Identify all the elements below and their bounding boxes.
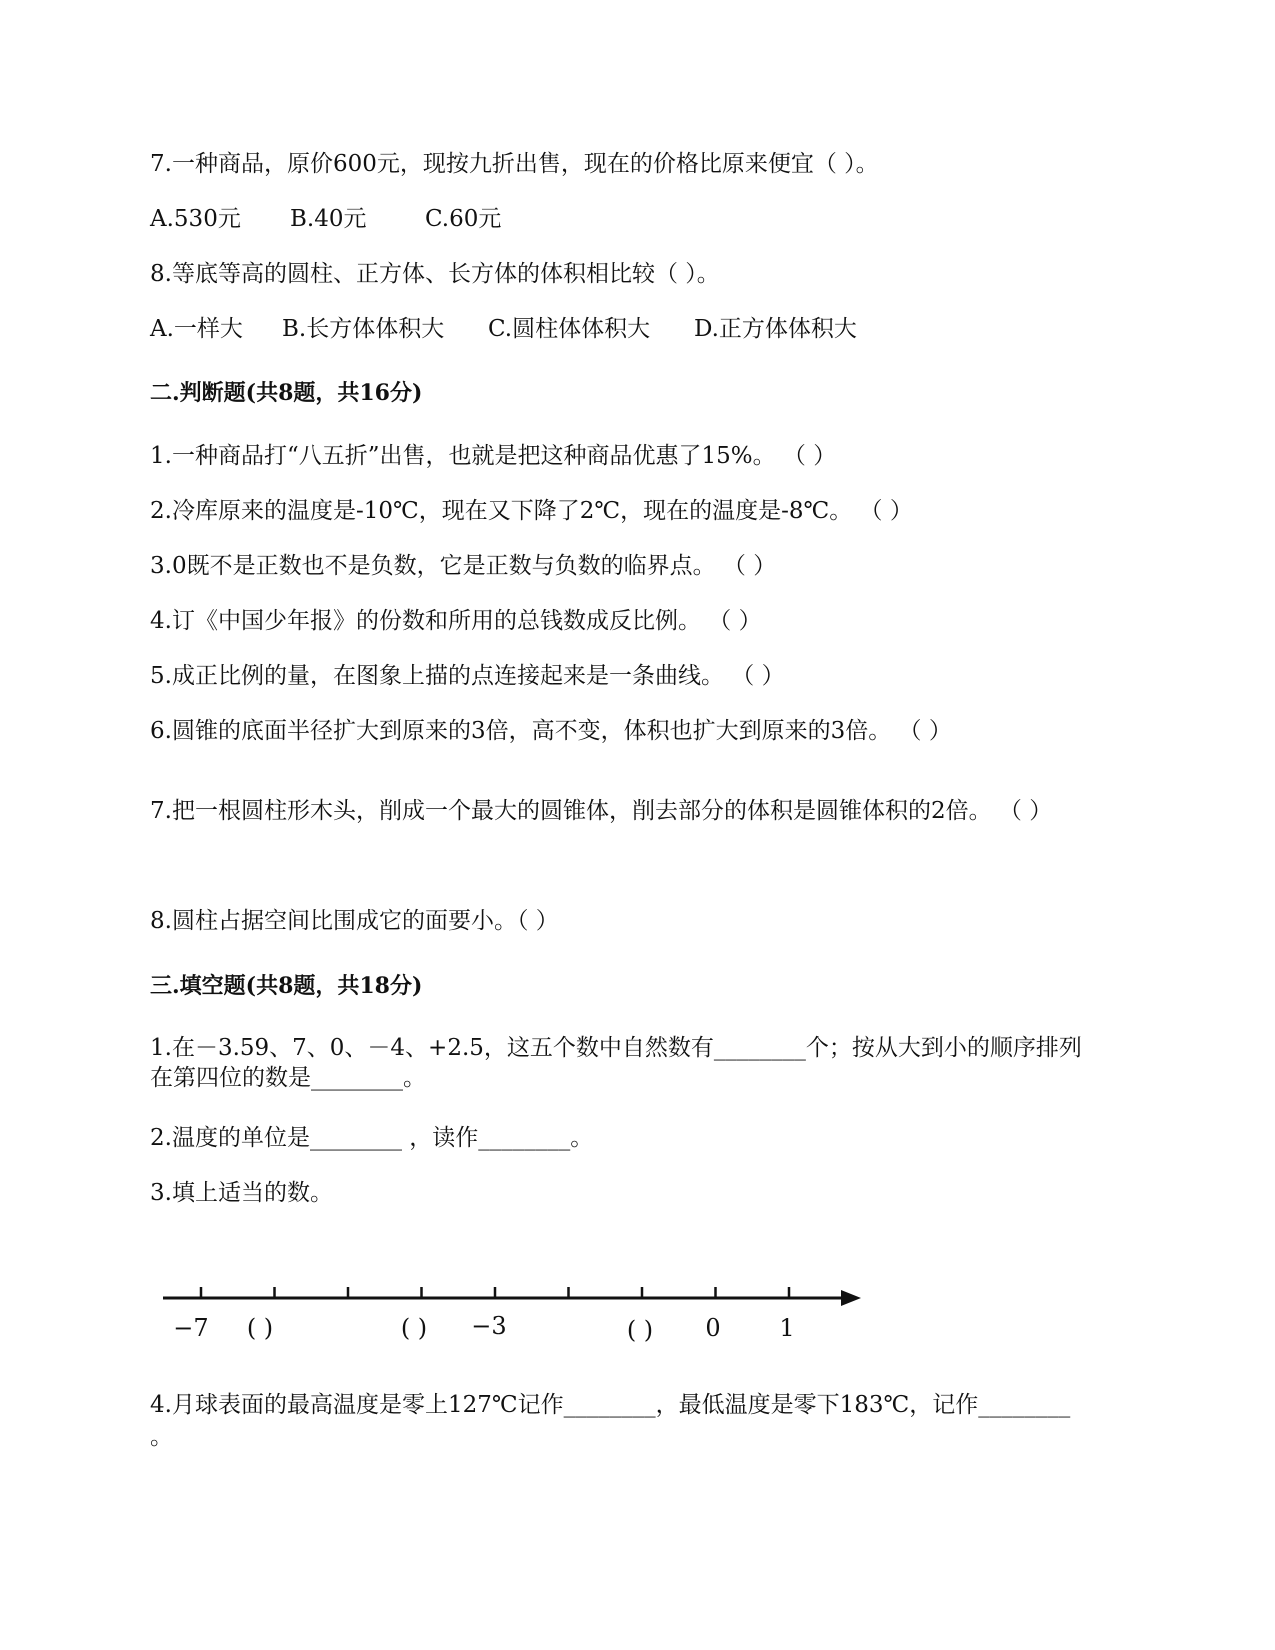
fill-q4-line2: 。	[150, 1424, 173, 1450]
mc-q8-options	[150, 311, 857, 347]
number-line-labels	[173, 1312, 794, 1344]
judge-item: 7.把一根圆柱形木头，削成一个最大的圆锥体，削去部分的体积是圆锥体积的2倍。 （ ）	[150, 798, 1053, 824]
judge-item: 6.圆锥的底面半径扩大到原来的3倍，高不变，体积也扩大到原来的3倍。 （ ）	[150, 718, 952, 744]
label-one: 1	[779, 1314, 795, 1342]
label-minus-7: −7	[173, 1314, 209, 1342]
option-b: B.40元	[290, 206, 367, 232]
fill-q1-line1: 1.在－3.59、7、0、－4、+2.5，这五个数中自然数有________个；按从大到小的顺序排列	[150, 1035, 1082, 1061]
mc-q7-options	[150, 201, 501, 237]
label-zero: 0	[705, 1314, 721, 1342]
option-a: A.一样大	[150, 316, 243, 342]
fill-q3: 3.填上适当的数。	[150, 1180, 333, 1206]
label-minus-3: −3	[471, 1312, 507, 1340]
fill-q4-line1: 4.月球表面的最高温度是零上127℃记作________，最低温度是零下183℃，记作________	[150, 1392, 1071, 1418]
label-blank-3: ( )	[626, 1316, 654, 1344]
judge-item: 5.成正比例的量，在图象上描的点连接起来是一条曲线。 （ ）	[150, 663, 785, 689]
judge-item: 2.冷库原来的温度是-10℃，现在又下降了2℃，现在的温度是-8℃。 （ ）	[150, 498, 913, 524]
section-heading-judge: 二.判断题(共8题，共16分)	[150, 380, 423, 406]
option-d: D.正方体体积大	[694, 316, 857, 342]
section-heading-fill: 三.填空题(共8题，共18分)	[150, 973, 423, 999]
number-line-ticks	[201, 1287, 789, 1298]
option-b: B.长方体体积大	[282, 316, 445, 342]
fill-q2: 2.温度的单位是________ ，读作________。	[150, 1125, 594, 1151]
number-line-figure	[163, 1278, 883, 1352]
option-c: C.60元	[425, 206, 502, 232]
judge-item: 4.订《中国少年报》的份数和所用的总钱数成反比例。 （ ）	[150, 608, 762, 634]
label-blank-2: ( )	[400, 1314, 428, 1342]
judge-item: 1.一种商品打“八五折”出售，也就是把这种商品优惠了15%。 （ ）	[150, 443, 837, 469]
number-line-arrow	[841, 1290, 861, 1306]
label-blank-1: ( )	[246, 1314, 274, 1342]
option-c: C.圆柱体体积大	[488, 316, 651, 342]
judge-item: 8.圆柱占据空间比围成它的面要小。（ ）	[150, 908, 559, 934]
option-a: A.530元	[150, 206, 241, 232]
mc-q7-stem: 7.一种商品，原价600元，现按九折出售，现在的价格比原来便宜（ ）。	[150, 151, 879, 177]
mc-q8-stem: 8.等底等高的圆柱、正方体、长方体的体积相比较（ ）。	[150, 261, 720, 287]
judge-item: 3.0既不是正数也不是负数，它是正数与负数的临界点。 （ ）	[150, 553, 777, 579]
fill-q1-line2: 在第四位的数是________。	[150, 1065, 426, 1091]
